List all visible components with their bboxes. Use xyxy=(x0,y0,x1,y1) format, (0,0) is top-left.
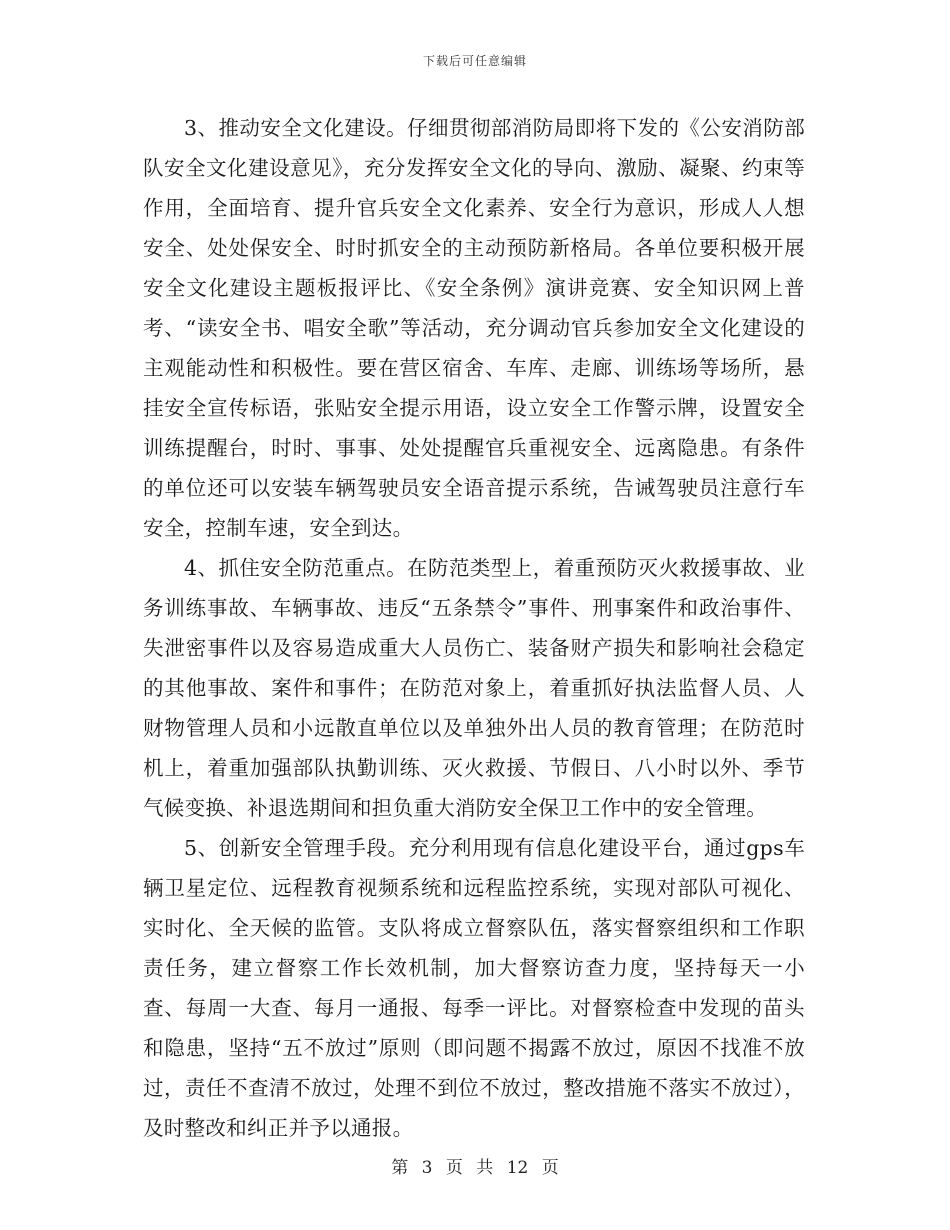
page-header: 下载后可任意编辑 xyxy=(422,54,527,68)
paragraph-4: 4、抓住安全防范重点。在防范类型上，着重预防灭火救援事故、业务训练事故、车辆事故、违反“五条禁令”事件、刑事案件和政治事件、失泄密事件以及容易造成重大人员伤亡、装备财产损失和影响社会稳定的其他事故、案件和事件；在防范对象上，着重抓好执法监督人员、人财物管理人员和小远散直单位以及单独外出人员的教育管理；在防范时机上，着重加强部队执勤训练、灭火救援、节假日、八小时以外、季节气候变换、补退选期间和担负重大消防安全保卫工作中的安全管理。 xyxy=(143,556,805,820)
paragraph-3: 3、推动安全文化建设。仔细贯彻部消防局即将下发的《公安消防部队安全文化建设意见》，充分发挥安全文化的导向、激励、凝聚、约束等作用，全面培育、提升官兵安全文化素养、安全行为意识，形成人人想安全、处处保安全、时时抓安全的主动预防新格局。各单位要积极开展安全文化建设主题板报评比、《安全条例》演讲竞赛、安全知识网上普考、“读安全书、唱安全歌”等活动，充分调动官兵参加安全文化建设的主观能动性和积极性。要在营区宿舍、车库、走廊、训练场等场所，悬挂安全宣传标语，张贴安全提示用语，设立安全工作警示牌，设置安全训练提醒台，时时、事事、处处提醒官兵重视安全、远离隐患。有条件的单位还可以安装车辆驾驶员安全语音提示系统，告诫驾驶员注意行车安全，控制车速，安全到达。 xyxy=(143,116,805,540)
paragraph-5: 5、创新安全管理手段。充分利用现有信息化建设平台，通过gps车辆卫星定位、远程教育视频系统和远程监控系统，实现对部队可视化、实时化、全天候的监管。支队将成立督察队伍，落实督察组织和工作职责任务，建立督察工作长效机制，加大督察访查力度，坚持每天一小查、每周一大查、每月一通报、每季一评比。对督察检查中发现的苗头和隐患，坚持“五不放过”原则（即问题不揭露不放过，原因不找准不放过，责任不查清不放过，处理不到位不放过，整改措施不落实不放过），及时整改和纠正并予以通报。 xyxy=(143,836,805,1140)
document-body xyxy=(143,108,805,1148)
page-number-footer: 第 3 页 共 12 页 xyxy=(391,1158,559,1178)
